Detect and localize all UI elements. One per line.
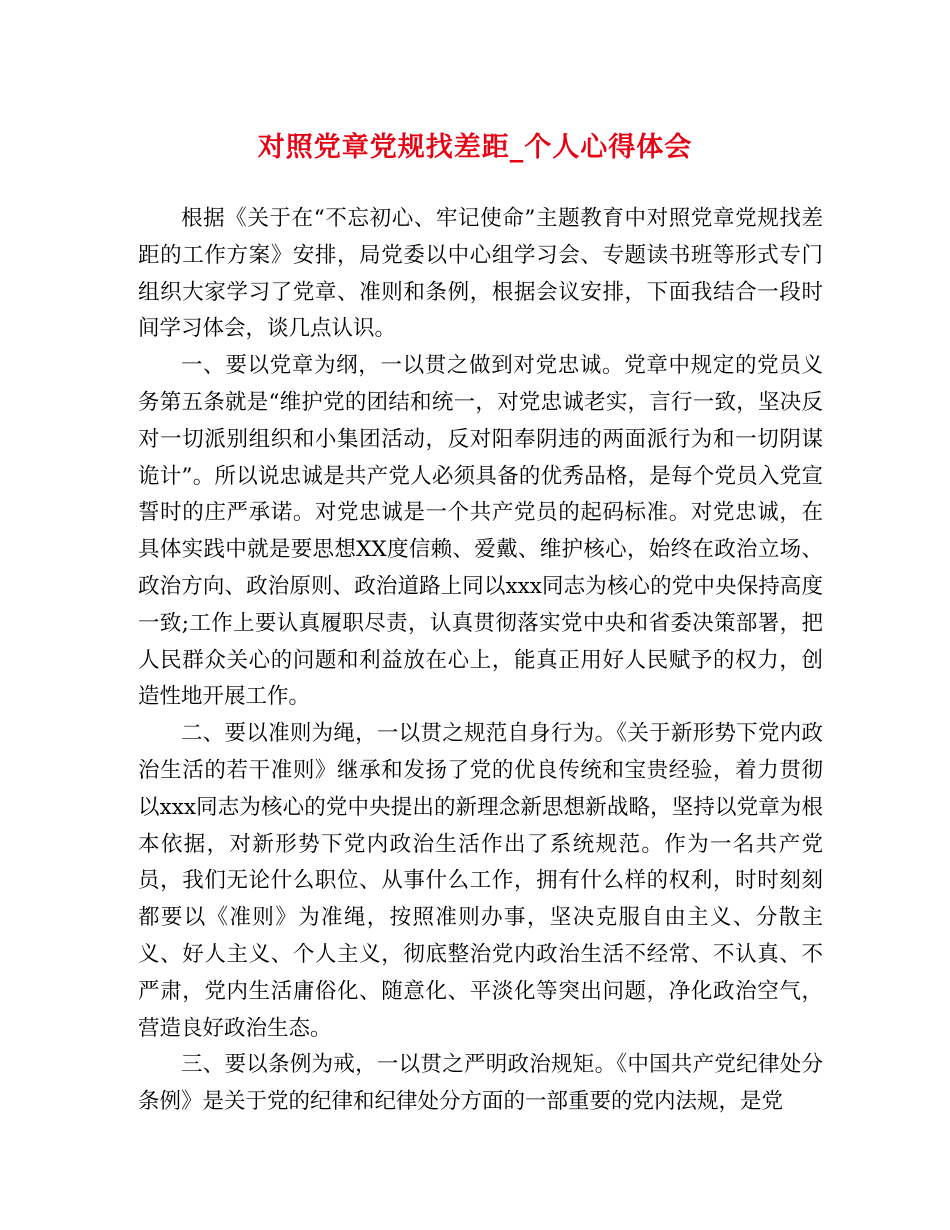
document-body xyxy=(138,201,823,1121)
document-title: 对照党章党规找差距_个人心得体会 xyxy=(257,132,693,163)
paragraph-section-1: 一、要以党章为纲，一以贯之做到对党忠诚。党章中规定的党员义务第五条就是“维护党的团结和统一，对党忠诚老实，言行一致，坚决反对一切派别组织和小集团活动，反对阳奉阴违的两面派行为和一切阴谋诡计”。所以说忠诚是共产党人必须具备的优秀品格，是每个党员入党宣誓时的庄严承诺。对党忠诚是一个共产党员的起码标准。对党忠诚，在具体实践中就是要思想XX度信赖、爱戴、维护核心，始终在政治立场、政治方向、政治原则、政治道路上同以xxx同志为核心的党中央保持高度一致;工作上要认真履职尽责，认真贯彻落实党中央和省委决策部署，把人民群众关心的问题和利益放在心上，能真正用好人民赋予的权力，创造性地开展工作。 xyxy=(138,353,823,710)
paragraph-section-2: 二、要以准则为绳，一以贯之规范自身行为。《关于新形势下党内政治生活的若干准则》继承和发扬了党的优良传统和宝贵经验，着力贯彻以xxx同志为核心的党中央提出的新理念新思想新战略，坚持以党章为根本依据，对新形势下党内政治生活作出了系统规范。作为一名共产党员，我们无论什么职位、从事什么工作，拥有什么样的权利，时时刻刻都要以《准则》为准绳，按照准则办事，坚决克服自由主义、分散主义、好人主义、个人主义，彻底整治党内政治生活不经常、不认真、不严肃，党内生活庸俗化、随意化、平淡化等突出问题，净化政治空气，营造良好政治生态。 xyxy=(138,721,823,1041)
paragraph-section-3: 三、要以条例为戒，一以贯之严明政治规矩。《中国共产党纪律处分条例》是关于党的纪律和纪律处分方面的一部重要的党内法规，是党 xyxy=(138,1052,823,1115)
paragraph-intro: 根据《关于在“不忘初心、牢记使命”主题教育中对照党章党规找差距的工作方案》安排，局党委以中心组学习会、专题读书班等形式专门组织大家学习了党章、准则和条例，根据会议安排，下面我结合一段时间学习体会，谈几点认识。 xyxy=(138,206,823,342)
